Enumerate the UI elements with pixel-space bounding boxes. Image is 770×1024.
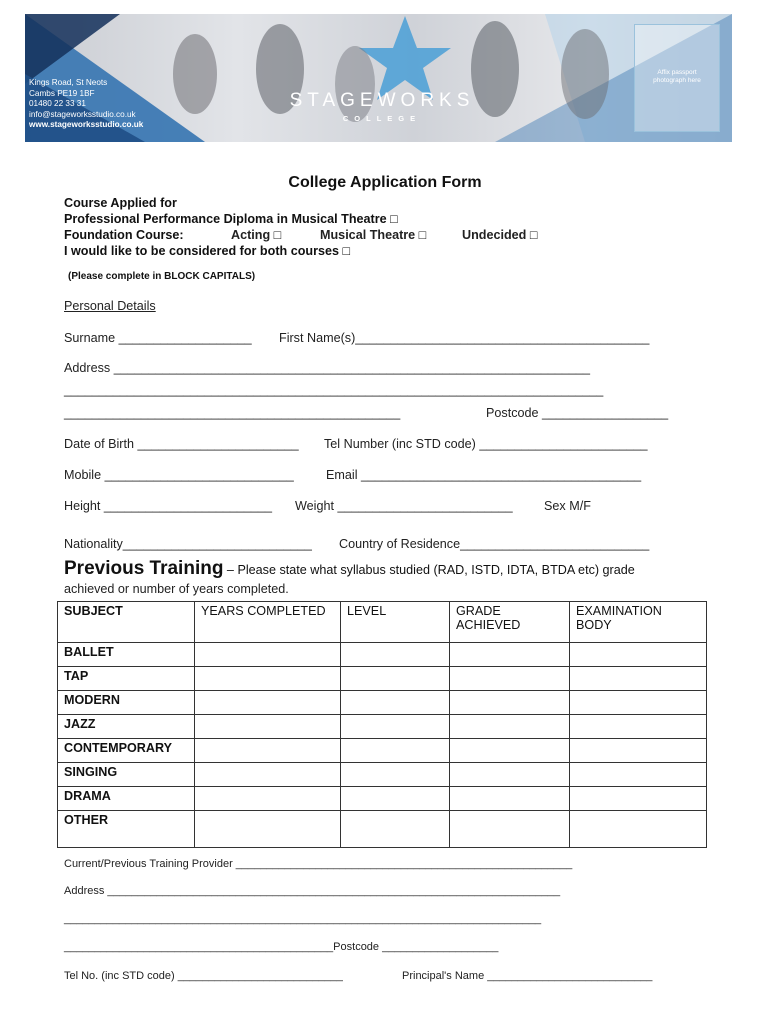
table-cell[interactable] [450,691,570,715]
table-cell[interactable] [341,763,450,787]
acting-checkbox[interactable]: Acting □ [231,228,282,242]
table-row [58,691,707,715]
first-name-field[interactable]: First Name(s)__________________________________________ [279,331,650,345]
table-cell[interactable] [195,811,341,848]
training-table [57,601,707,848]
table-row [58,811,707,848]
course-heading: Course Applied for [64,196,177,210]
subject-cell: BALLET [58,643,195,667]
provider-tel-field[interactable]: Tel No. (inc STD code) ___________________________ [64,970,343,982]
both-courses-checkbox[interactable]: I would like to be considered for both courses □ [64,244,351,258]
form-title: College Application Form [288,174,482,191]
table-cell[interactable] [570,787,707,811]
photo-instructions: Affix passport photograph here [653,69,701,84]
course-diploma-option[interactable]: Professional Performance Diploma in Musical Theatre □ [64,212,398,226]
address-line-3[interactable]: ________________________________________________ [64,406,401,420]
table-cell[interactable] [195,691,341,715]
table-cell[interactable] [450,811,570,848]
sex-field[interactable]: Sex M/F [544,499,591,513]
nationality-field[interactable]: Nationality___________________________ [64,537,312,551]
surname-field[interactable]: Surname ___________________ [64,331,252,345]
mobile-field[interactable]: Mobile ___________________________ [64,468,294,482]
header-banner [25,14,732,142]
table-cell[interactable] [570,643,707,667]
country-field[interactable]: Country of Residence___________________________ [339,537,650,551]
brand-name: STAGEWORKS [289,90,475,111]
table-cell[interactable] [570,763,707,787]
table-cell[interactable] [570,739,707,763]
table-cell[interactable] [570,715,707,739]
table-row [58,715,707,739]
phone-line: 01480 22 33 31 [29,99,86,109]
table-cell[interactable] [341,811,450,848]
table-cell[interactable] [570,811,707,848]
table-row [58,643,707,667]
website-line: www.stageworksstudio.co.uk [29,120,144,130]
address-field[interactable]: Address ____________________________________________________________________ [64,361,590,375]
table-cell[interactable] [195,739,341,763]
previous-training-heading: Previous Training [64,558,224,579]
table-row [58,667,707,691]
height-field[interactable]: Height ________________________ [64,499,272,513]
passport-photo-box [634,24,720,132]
email-line: info@stageworksstudio.co.uk [29,109,136,119]
column-header: LEVEL [341,602,450,643]
personal-details-heading: Personal Details [64,299,156,313]
training-instruction: – Please state what syllabus studied (RAD, ISTD, IDTA, BTDA etc) grade [223,563,635,577]
table-cell[interactable] [341,787,450,811]
table-cell[interactable] [195,715,341,739]
foundation-label: Foundation Course: [64,228,184,242]
table-row [58,787,707,811]
subject-cell: TAP [58,667,195,691]
table-cell[interactable] [450,715,570,739]
provider-address-field[interactable]: Address __________________________________________________________________________ [64,885,561,897]
address-line: Kings Road, St Neots [29,78,108,87]
table-cell[interactable] [195,763,341,787]
table-cell[interactable] [341,691,450,715]
table-cell[interactable] [450,787,570,811]
table-cell[interactable] [450,643,570,667]
table-cell[interactable] [341,739,450,763]
email-field[interactable]: Email ________________________________________ [326,468,642,482]
undecided-checkbox[interactable]: Undecided □ [462,228,538,242]
previous-training-header [64,558,635,580]
column-header: EXAMINATION BODY [570,602,707,643]
provider-postcode-field[interactable]: ____________________________________________Postcode ___________________ [64,941,499,953]
training-provider-field[interactable]: Current/Previous Training Provider _______________________________________________________ [64,858,573,870]
subject-cell: OTHER [58,811,195,848]
subject-cell: DRAMA [58,787,195,811]
table-cell[interactable] [450,763,570,787]
column-header: GRADE ACHIEVED [450,602,570,643]
table-header-row [58,602,707,643]
training-instruction-2: achieved or number of years completed. [64,582,289,596]
table-cell[interactable] [450,739,570,763]
subject-cell: MODERN [58,691,195,715]
subject-cell: SINGING [58,763,195,787]
city-line: Cambs PE19 1BF [29,88,95,98]
brand-logo [277,90,487,123]
column-header: SUBJECT [58,602,195,643]
dob-field[interactable]: Date of Birth _______________________ [64,437,299,451]
table-cell[interactable] [195,643,341,667]
capitals-note: (Please complete in BLOCK CAPITALS) [68,271,256,282]
column-header: YEARS COMPLETED [195,602,341,643]
brand-subtitle: COLLEGE [342,114,422,123]
musical-theatre-checkbox[interactable]: Musical Theatre □ [320,228,427,242]
table-cell[interactable] [341,643,450,667]
address-line-2[interactable]: _____________________________________________________________________________ [64,383,604,397]
postcode-field[interactable]: Postcode __________________ [486,406,669,420]
table-cell[interactable] [195,667,341,691]
table-cell[interactable] [570,691,707,715]
weight-field[interactable]: Weight _________________________ [295,499,513,513]
table-cell[interactable] [341,667,450,691]
subject-cell: CONTEMPORARY [58,739,195,763]
table-cell[interactable] [570,667,707,691]
provider-address-line-2[interactable]: ______________________________________________________________________________ [64,913,542,925]
subject-cell: JAZZ [58,715,195,739]
tel-field[interactable]: Tel Number (inc STD code) ________________________ [324,437,648,451]
table-cell[interactable] [195,787,341,811]
table-cell[interactable] [450,667,570,691]
contact-block [29,78,143,131]
table-row [58,763,707,787]
principal-name-field[interactable]: Principal's Name ___________________________ [402,970,653,982]
table-cell[interactable] [341,715,450,739]
table-row [58,739,707,763]
